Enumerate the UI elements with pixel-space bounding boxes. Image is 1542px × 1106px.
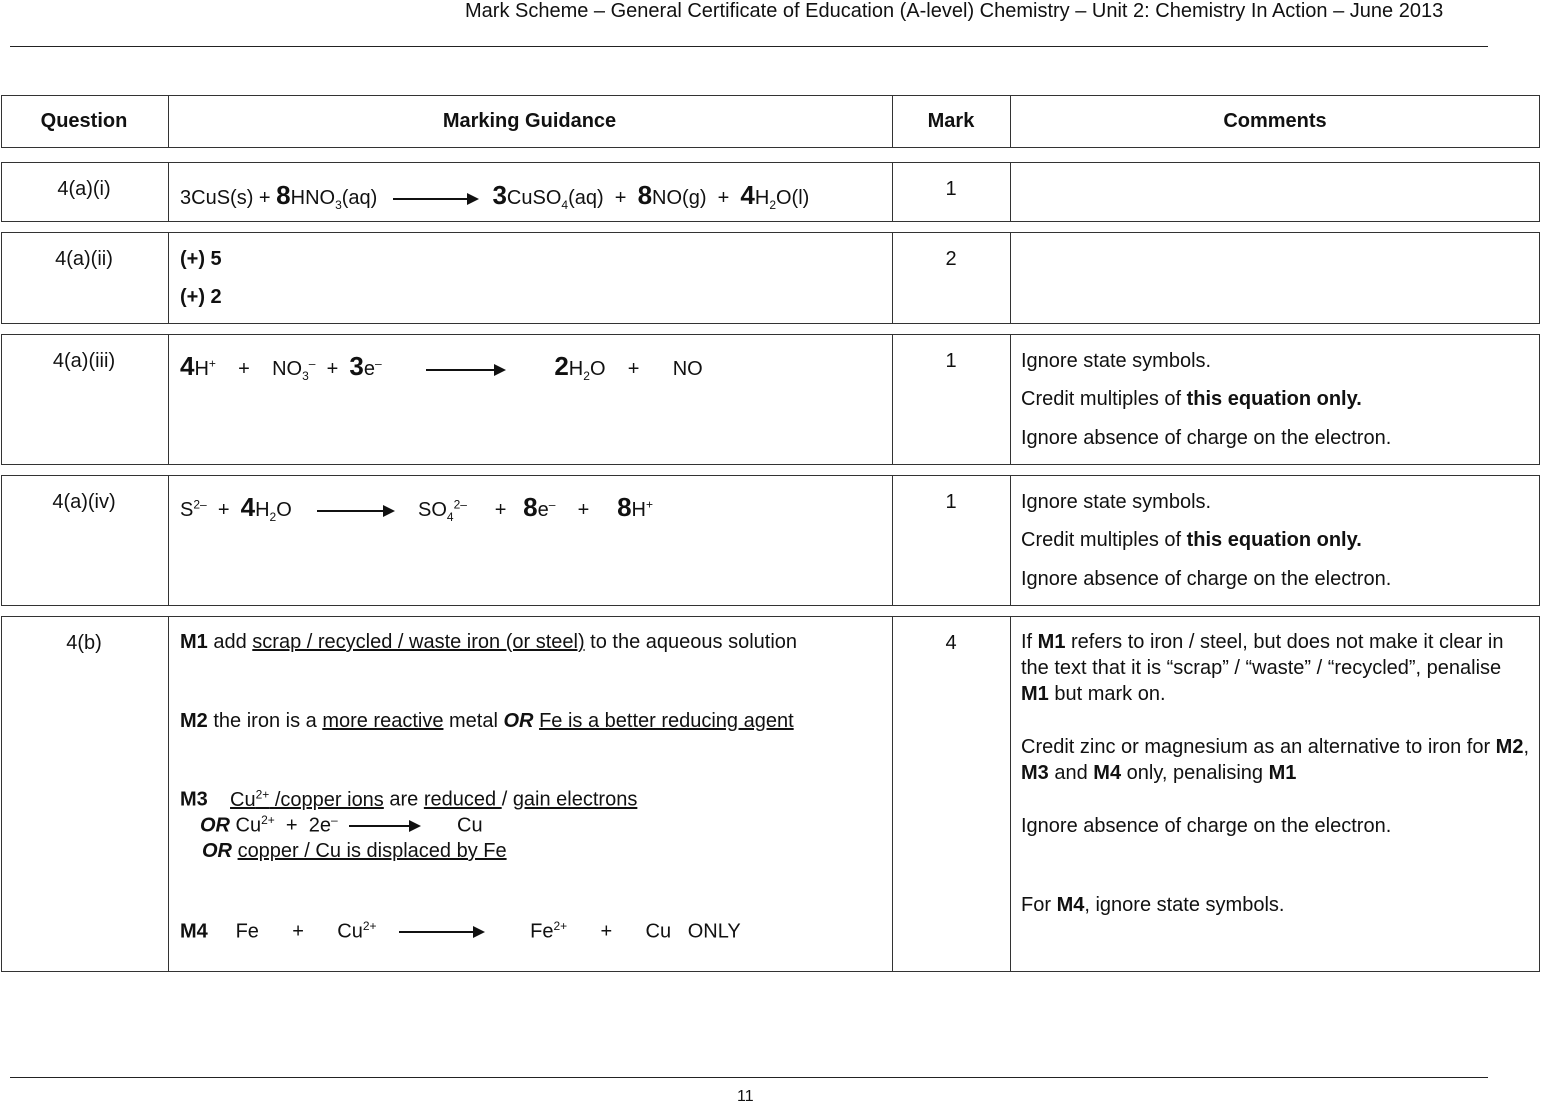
header-mark: Mark [927,110,975,132]
comment-line: Credit multiples of this equation only. [1021,388,1362,410]
header-marking-guidance: Marking Guidance [442,110,617,132]
mark-value: 1 [945,178,957,200]
equation-4aiv: $S^{2-} + 4H_2O$ $SO_4^{2-}$ + 8e– + 8H+ [180,492,654,524]
header-comments: Comments [1223,110,1327,132]
guidance-m2: M2 the iron is a more reactive metal OR Fe is a better reducing agent [180,710,794,732]
guidance-m3-equation: OR $Cu^{2+} + 2e^-$ Cu [200,813,483,837]
footer-rule [10,1077,1488,1078]
mark-value: 1 [945,350,957,372]
header-rule [10,46,1488,47]
question-number: 4(a)(iii) [52,350,116,372]
comment-line: Ignore absence of charge on the electron. [1021,568,1392,590]
comment-line: Ignore absence of charge on the electron. [1021,427,1392,449]
question-number: 4(b) [66,632,102,654]
comment-line: Credit multiples of this equation only. [1021,529,1362,551]
guidance-m3-displaced: OR copper / Cu is displaced by Fe [202,840,507,862]
oxidation-state-2: (+) 2 [180,286,222,308]
page-number: 11 [737,1088,754,1105]
comment-paragraph: Ignore absence of charge on the electron. [1021,815,1392,837]
page-header: Mark Scheme – General Certificate of Education (A-level) Chemistry – Unit 2: Chemistry In Action – June 2013 [465,0,1444,22]
equation-4ai: $3CuS(s) + 8HNO_3(aq)$ 3CuSO$_4$(aq) + $8NO(g) + 4H_2O(l)$ [180,180,810,212]
header-question: Question [40,110,128,132]
guidance-m1: M1 add scrap / recycled / waste iron (or steel) to the aqueous solution [180,631,798,653]
question-number: 4(a)(i) [57,178,111,200]
mark-value: 1 [945,491,957,513]
comment-paragraph: If M1 refers to iron / steel, but does not make it clear in the text that it is “scrap” / “waste” / “recycled”, penalise M1 but mark on. [1021,631,1504,705]
oxidation-state-1: (+) 5 [180,248,222,270]
equation-4aiii: 4H+ + $NO_3^- + 3e^-$ $2H_2O$ + NO [180,351,703,383]
mark-value: 4 [945,632,957,654]
comment-line: Ignore state symbols. [1021,350,1212,372]
question-number: 4(a)(ii) [55,248,113,270]
comment-line: Ignore state symbols. [1021,491,1212,513]
comment-paragraph: For M4, ignore state symbols. [1021,894,1285,916]
mark-value: 2 [945,248,957,270]
guidance-m3: M3 $Cu^{2+}$ /copper ions are reduced / gain electrons [180,787,638,811]
comment-paragraph: Credit zinc or magnesium as an alternative to iron for M2, M3 and M4 only, penalising M1 [1021,736,1530,784]
guidance-m4: M4 Fe + $Cu^{2+}$ $Fe^{2+}$ + Cu ONLY [180,919,741,943]
question-number: 4(a)(iv) [52,491,116,513]
